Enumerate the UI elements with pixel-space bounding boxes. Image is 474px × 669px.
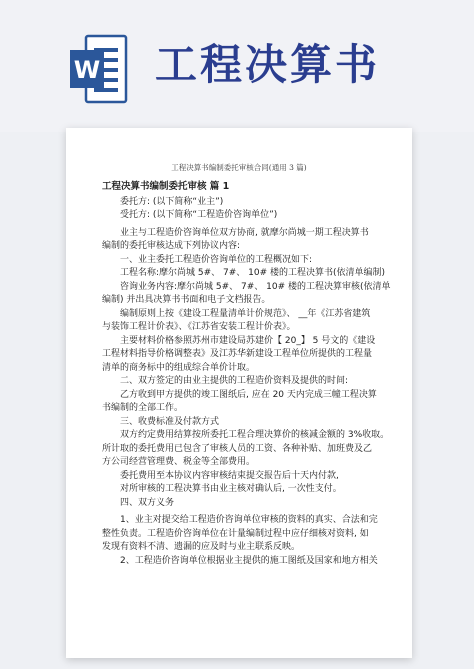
document-line: 编制的委托审核达成下列协议内容: <box>102 241 241 251</box>
document-line: 委托费用至本协议内容审核结束提交报告后十天内付款, <box>120 470 339 481</box>
document-line: 工程材料指导价格调整表》及江苏华新建设工程单位所提供的工程量 <box>102 349 373 359</box>
document-line: 一、业主委托工程造价咨询单位的工程概况如下: <box>120 254 313 265</box>
document-line: 四、双方义务 <box>120 497 175 508</box>
document-line: 发现有资料不清、遗漏的应及时与业主联系反映。 <box>102 542 301 552</box>
document-page <box>66 128 412 658</box>
banner-title: 工程决算书 <box>155 40 381 89</box>
document-line: 双方约定费用结算按所委托工程合理决算价的核减金额的 3%收取。 <box>120 430 390 440</box>
document-header: 工程决算书编制委托审核合同(通用 3 篇) <box>171 163 307 172</box>
document-line: 2、工程造价咨询单位根据业主提供的施工图纸及国家和地方相关 <box>120 555 378 566</box>
document-line: 乙方收到甲方提供的竣工图纸后, 应在 20 天内完成三幢工程决算 <box>120 389 377 400</box>
document-line: 受托方: (以下简称“工程造价咨询单位”) <box>120 210 278 220</box>
document-line: 业主与工程造价咨询单位双方协商, 就摩尔尚城一期工程决算书 <box>120 227 369 238</box>
svg-text:W: W <box>73 56 101 84</box>
document-line: 方公司经营管理费、税金等全部费用。 <box>102 457 256 467</box>
document-line: 二、双方签定的由业主提供的工程造价资料及提供的时间: <box>120 376 349 386</box>
document-body <box>102 180 392 568</box>
document-line: 清单的商务标中的组成综合单价计取。 <box>102 362 256 373</box>
document-line: 委托方: (以下简称“业主”) <box>120 196 224 207</box>
document-line: 工程名称:摩尔尚城 5#、 7#、 10# 楼的工程决算书(依清单编制) <box>120 268 386 278</box>
document-line: 编制) 并出具决算书书面和电子文档报告。 <box>102 295 271 305</box>
document-title: 工程决算书编制委托审核 篇 1 <box>102 181 230 192</box>
document-line: 咨询业务内容:摩尔尚城 5#、 7#、 10# 楼的工程决算审核(依清单 <box>120 281 391 292</box>
document-line: 对所审核的工程决算书由业主核对确认后, 一次性支付。 <box>120 484 342 494</box>
document-line: 所计取的委托费用已包含了审核人员的工资、各种补贴、加班费及乙 <box>102 443 373 454</box>
document-line: 书编制的全部工作。 <box>102 403 184 413</box>
document-line: 1、业主对提交给工程造价咨询单位审核的资料的真实、合法和完 <box>120 515 378 525</box>
document-line: 编制原则上按《建设工程量清单计价规范》、 __年《江苏省建筑 <box>120 308 371 319</box>
word-document-icon <box>68 32 128 106</box>
banner <box>0 0 474 132</box>
document-line: 与装饰工程计价表》、《江苏省安装工程计价表》。 <box>102 322 296 332</box>
document-line: 三、收费标准及付款方式 <box>120 416 220 427</box>
document-line: 主要材料价格参照苏州市建设局苏建价【 20_】 5 号文的《建设 <box>120 335 376 346</box>
document-line: 整性负责。工程造价咨询单位在计量编制过程中应仔细核对资料, 如 <box>102 528 369 539</box>
